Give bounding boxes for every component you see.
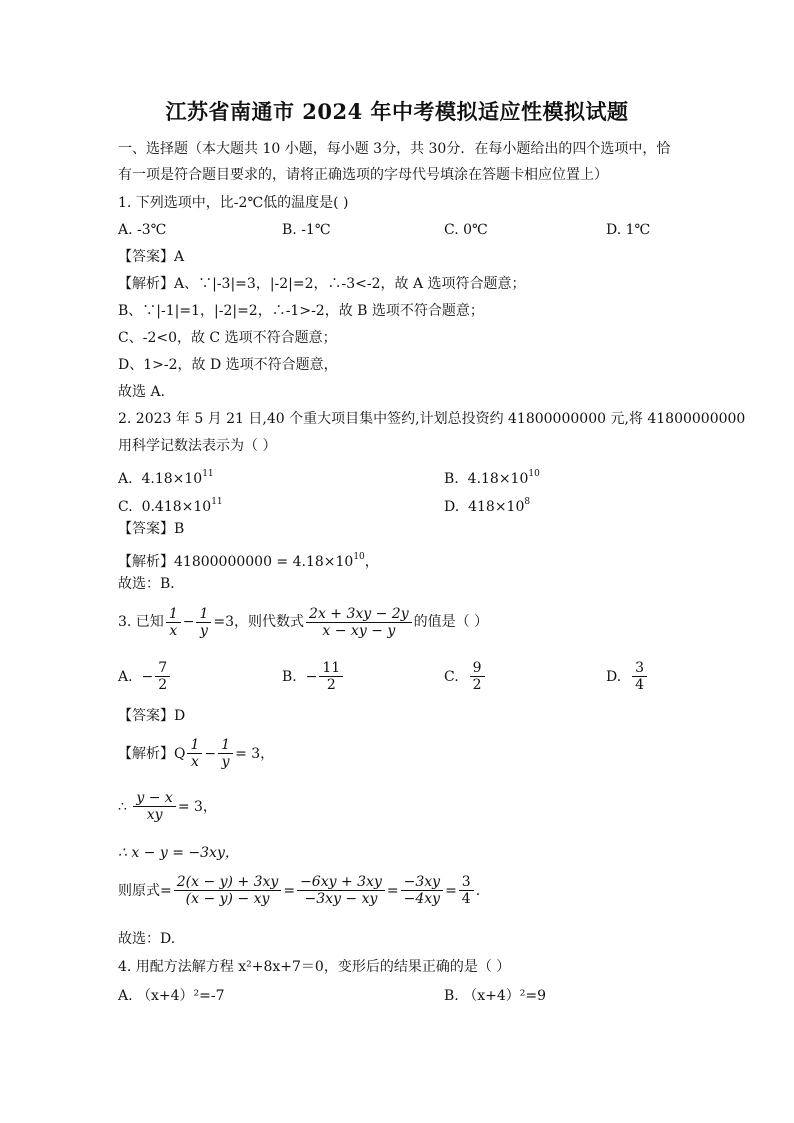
q3-option-a — [118, 660, 172, 693]
q1-option-c: C. 0℃ — [444, 222, 488, 238]
q1-stem: 1. 下列选项中，比-2℃低的温度是( ) — [118, 195, 349, 211]
q2-option-d — [444, 493, 530, 516]
q3-a-den: 2 — [158, 677, 168, 693]
q3-s2-suffix: = 3， — [177, 798, 217, 815]
section-instructions-line1: 一、选择题（本大题共 10 小题，每小题 3分，共 30分．在每小题给出的四个选项中，恰 — [118, 141, 671, 157]
q3-e2-den: y — [221, 754, 230, 770]
q3-exp-prefix: 【解析】Q — [118, 745, 186, 762]
q3-s4-eq3: = — [445, 882, 457, 899]
q1-option-a: A. -3℃ — [118, 222, 167, 238]
q2-stem-line1: 2. 2023 年 5 月 21 日,40 个重大项目集中签约,计划总投资约 41800000000 元,将 41800000000 — [118, 411, 746, 427]
q2-option-b — [444, 465, 540, 488]
q3-conclusion: 故选：D. — [118, 931, 176, 947]
q3-f1-den: x — [169, 622, 178, 639]
q3-explanation-step2 — [118, 790, 217, 823]
q3-s2-prefix: ∴ — [118, 798, 127, 815]
q2-explanation-exp: 10 — [353, 552, 365, 562]
q3-s4-fraction-1 — [174, 874, 282, 907]
q2-explanation — [118, 548, 379, 571]
q3-s2-den: xy — [146, 807, 163, 823]
q4-stem: 4. 用配方法解方程 x²+8x+7＝0，变形后的结果正确的是（ ） — [118, 959, 511, 975]
q2-option-c-exp: 11 — [211, 497, 223, 507]
q3-exp-suffix: = 3， — [235, 745, 275, 762]
q3-f1-num: 1 — [166, 606, 181, 623]
q3-expression-fraction — [306, 606, 412, 639]
q3-option-d-fraction — [632, 660, 647, 693]
q2-option-d-label: D. — [444, 499, 460, 515]
q2-option-d-exp: 8 — [524, 497, 531, 507]
q3-s4-prefix: 则原式= — [118, 882, 172, 899]
q3-exp-minus: − — [204, 745, 217, 762]
q2-option-a — [118, 465, 214, 488]
q3-minus: − — [182, 614, 195, 630]
q3-option-b-fraction — [319, 660, 343, 693]
q3-explanation-step3: ∴ x − y = −3xy， — [118, 845, 239, 861]
q2-conclusion: 故选：B． — [118, 576, 185, 592]
q1-explanation-b: B、∵|-1|=1，|-2|=2，∴-1>-2，故 B 选项不符合题意； — [118, 303, 484, 319]
q3-option-b — [282, 660, 345, 693]
q4-option-a: A. （x+4）²=-7 — [118, 988, 225, 1004]
q3-e1-num: 1 — [187, 737, 202, 754]
q3-s4-fraction-3 — [401, 874, 443, 907]
q3-option-c-fraction — [470, 660, 485, 693]
q2-option-c-label: C. — [118, 499, 133, 515]
q4-option-b: B. （x+4）²=9 — [444, 988, 546, 1004]
q3-option-b-label: B. — [282, 668, 297, 685]
q2-option-c — [118, 493, 223, 516]
q3-option-a-label: A. — [118, 668, 133, 685]
page-title: 江苏省南通市 2024 年中考模拟适应性模拟试题 — [165, 99, 629, 124]
q3-e2-num: 1 — [218, 737, 233, 754]
q3-option-a-fraction — [155, 660, 170, 693]
q3-stem — [118, 604, 488, 640]
q3-s4-f1-den: (x − y) − xy — [185, 891, 270, 907]
q3-d-num: 3 — [632, 660, 647, 677]
q3-exp-fraction-1-over-y — [218, 737, 233, 770]
q3-b-den: 2 — [326, 677, 336, 693]
q3-option-c — [444, 660, 487, 693]
q2-stem-line2: 用科学记数法表示为（ ） — [118, 438, 277, 454]
q1-conclusion: 故选 A. — [118, 384, 166, 400]
q3-stem-prefix: 3. 已知 — [118, 614, 164, 630]
q3-option-a-sign: − — [141, 668, 154, 685]
q3-s4-f4-den: 4 — [461, 891, 471, 907]
q1-explanation-d: D、1>-2，故 D 选项不符合题意， — [118, 357, 338, 373]
q1-explanation-a: 【解析】A、∵|-3|=3，|-2|=2，∴-3<-2，故 A 选项符合题意； — [118, 276, 526, 292]
q2-option-a-base: 4.18×10 — [141, 471, 203, 487]
q3-s4-eq2: = — [386, 882, 399, 899]
q3-f2-den: y — [199, 622, 208, 639]
q3-f3-den: x − xy − y — [322, 622, 396, 639]
q2-explanation-suffix: ， — [364, 554, 379, 570]
q3-exp-fraction-1-over-x — [187, 737, 202, 770]
q3-stem-suffix: 的值是（ ） — [413, 614, 489, 630]
q3-option-d-label: D. — [606, 668, 622, 685]
q3-explanation-step4 — [118, 874, 480, 907]
q3-option-b-sign: − — [305, 668, 318, 685]
q2-explanation-prefix: 【解析】41800000000 = 4.18×10 — [118, 554, 354, 570]
q3-c-num: 9 — [470, 660, 485, 677]
q3-s4-f3-num: −3xy — [401, 874, 443, 891]
q3-s4-eq1: = — [283, 882, 296, 899]
q3-answer: 【答案】D — [118, 708, 186, 724]
q3-a-num: 7 — [155, 660, 170, 677]
q3-s2-fraction — [133, 790, 175, 823]
q3-b-num: 11 — [319, 660, 343, 677]
q3-s2-num: y − x — [133, 790, 175, 807]
q1-answer: 【答案】A — [118, 249, 185, 265]
q3-s4-f1-num: 2(x − y) + 3xy — [174, 874, 282, 891]
q3-s4-f3-den: −4xy — [403, 891, 441, 907]
q2-option-d-base: 418×10 — [468, 499, 525, 515]
q2-option-a-exp: 11 — [202, 469, 214, 479]
q1-option-d: D. 1℃ — [606, 222, 651, 238]
q3-d-den: 4 — [635, 677, 645, 693]
q3-fraction-1-over-y — [196, 606, 211, 639]
q3-c-den: 2 — [472, 677, 482, 693]
section-instructions-line2: 有一项是符合题目要求的，请将正确选项的字母代号填涂在答题卡相应位置上） — [118, 167, 608, 183]
q3-s4-fraction-4 — [459, 874, 474, 907]
q2-option-b-exp: 10 — [528, 469, 540, 479]
q3-e1-den: x — [190, 754, 199, 770]
q3-f3-num: 2x + 3xy − 2y — [306, 606, 412, 623]
q1-explanation-c: C、-2<0，故 C 选项不符合题意； — [118, 330, 337, 346]
q2-option-b-base: 4.18×10 — [467, 471, 529, 487]
q3-s4-suffix: . — [475, 882, 481, 899]
q3-s4-f2-num: −6xy + 3xy — [297, 874, 385, 891]
q3-stem-mid: =3，则代数式 — [213, 614, 305, 630]
q3-explanation-step1 — [118, 737, 274, 770]
q2-option-c-base: 0.418×10 — [141, 499, 212, 515]
q3-f2-num: 1 — [196, 606, 211, 623]
q2-option-a-label: A. — [118, 471, 133, 487]
q1-option-b: B. -1℃ — [282, 222, 331, 238]
q3-option-d — [606, 660, 649, 693]
q3-fraction-1-over-x — [166, 606, 181, 639]
q3-s4-f4-num: 3 — [459, 874, 474, 891]
q2-answer: 【答案】B — [118, 521, 185, 537]
q3-s4-fraction-2 — [297, 874, 385, 907]
q2-option-b-label: B. — [444, 471, 459, 487]
q3-option-c-label: C. — [444, 668, 459, 685]
q3-s4-f2-den: −3xy − xy — [304, 891, 378, 907]
